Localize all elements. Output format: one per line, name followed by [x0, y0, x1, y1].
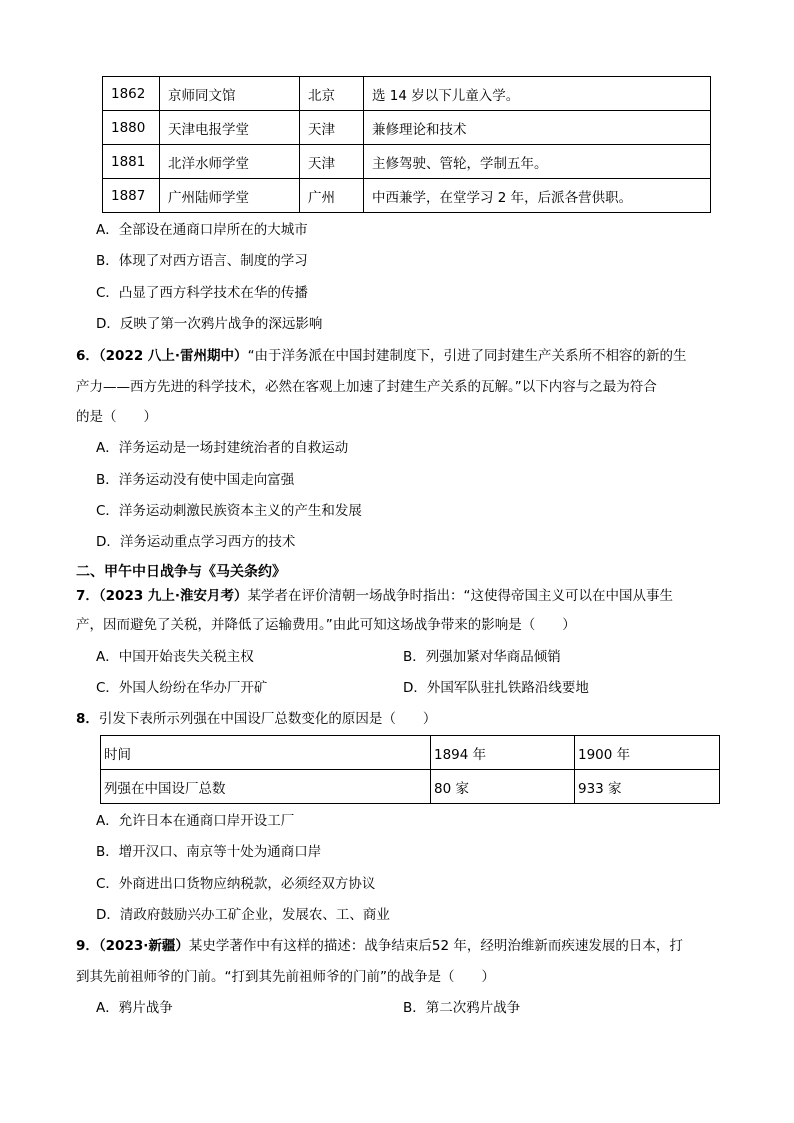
- q9-stem-line-1: [76, 936, 683, 956]
- q7-text: 某学者在评价清朝一场战争时指出：“这使得帝国主义可以在中国从事生: [247, 588, 674, 604]
- q6-stem-line-2: 产力——西方先进的科学技术，必然在客观上加速了封建生产关系的瓦解。”以下内容与之最为符合: [76, 379, 657, 395]
- q6-stem-line-3: 的是（ ）: [76, 409, 157, 425]
- table-cell: 广州: [300, 179, 364, 213]
- table-cell: 1887: [103, 179, 160, 213]
- table-cell: 1894 年: [431, 736, 575, 770]
- table-cell: 北京: [300, 77, 364, 111]
- q5-option-a[interactable]: A．全部设在通商口岸所在的大城市: [96, 222, 308, 238]
- table-cell: 京师同文馆: [160, 77, 300, 111]
- factory-table: [100, 735, 720, 804]
- table-cell: 天津: [300, 111, 364, 145]
- q9-number: 9．: [76, 938, 99, 954]
- q7-option-b[interactable]: B．列强加紧对华商品倾销: [403, 649, 561, 665]
- q6-text: “由于洋务派在中国封建制度下，引进了同封建生产关系所不相容的新的生: [247, 348, 687, 364]
- q7-number: 7．: [76, 588, 99, 604]
- q7-option-c[interactable]: C．外国人纷纷在华办厂开矿: [96, 680, 268, 696]
- table-row: [103, 77, 711, 111]
- table-cell: 主修驾驶、管轮，学制五年。: [364, 145, 711, 179]
- q7-stem-line-2: 产，因而避免了关税，并降低了运输费用。”由此可知这场战争带来的影响是（ ）: [76, 617, 576, 633]
- q6-option-b[interactable]: B．洋务运动没有使中国走向富强: [96, 472, 295, 488]
- table-cell: 1862: [103, 77, 160, 111]
- table-cell: 列强在中国设厂总数: [101, 770, 431, 804]
- table-cell: 80 家: [431, 770, 575, 804]
- q8-option-b[interactable]: B．增开汉口、南京等十处为通商口岸: [96, 844, 322, 860]
- table-row: [101, 736, 720, 770]
- q7-option-d[interactable]: D．外国军队驻扎铁路沿线要地: [403, 680, 589, 696]
- table-row: [101, 770, 720, 804]
- q9-option-a[interactable]: A．鸦片战争: [96, 1000, 173, 1016]
- q6-option-d[interactable]: D．洋务运动重点学习西方的技术: [96, 534, 296, 550]
- q7-option-a[interactable]: A．中国开始丧失关税主权: [96, 649, 254, 665]
- table-cell: 时间: [101, 736, 431, 770]
- table-cell: 广州陆师学堂: [160, 179, 300, 213]
- table-cell: 中西兼学，在堂学习 2 年，后派各营供职。: [364, 179, 711, 213]
- q6-option-c[interactable]: C．洋务运动刺激民族资本主义的产生和发展: [96, 503, 362, 519]
- q8-option-d[interactable]: D．清政府鼓励兴办工矿企业，发展农、工、商业: [96, 907, 390, 923]
- table-cell: 天津: [300, 145, 364, 179]
- table-cell: 1900 年: [575, 736, 720, 770]
- table-cell: 北洋水师学堂: [160, 145, 300, 179]
- q6-stem-line-1: [76, 346, 687, 366]
- section-title: 二、甲午中日战争与《马关条约》: [76, 564, 286, 580]
- table-row: [103, 179, 711, 213]
- school-table: [102, 76, 711, 213]
- q7-source: （2023 九上·淮安月考）: [98, 588, 248, 604]
- table-cell: 933 家: [575, 770, 720, 804]
- q5-option-b[interactable]: B．体现了对西方语言、制度的学习: [96, 253, 308, 269]
- q6-option-a[interactable]: A．洋务运动是一场封建统治者的自救运动: [96, 440, 349, 456]
- q8-number: 8．: [76, 711, 99, 727]
- q8-stem: [76, 709, 436, 729]
- q6-source: （2022 八上·雷州期中）: [98, 348, 248, 364]
- q8-text: 引发下表所示列强在中国设厂总数变化的原因是（ ）: [98, 711, 437, 727]
- table-cell: 1881: [103, 145, 160, 179]
- q9-source: （2023·新疆）: [98, 938, 189, 954]
- table-cell: 1880: [103, 111, 160, 145]
- q9-stem-line-2: 到其先前祖师爷的门前。“打到其先前祖师爷的门前”的战争是（ ）: [76, 969, 495, 985]
- table-cell: 选 14 岁以下儿童入学。: [364, 77, 711, 111]
- q6-number: 6．: [76, 348, 99, 364]
- q9-text: 某史学著作中有这样的描述：战争结束后52 年，经明治维新而疾速发展的日本，打: [188, 938, 683, 954]
- q8-option-c[interactable]: C．外商进出口货物应纳税款，必须经双方协议: [96, 876, 376, 892]
- table-row: [103, 111, 711, 145]
- q5-option-c[interactable]: C．凸显了西方科学技术在华的传播: [96, 285, 308, 301]
- q5-option-d[interactable]: D．反映了第一次鸦片战争的深远影响: [96, 316, 323, 332]
- q8-option-a[interactable]: A．允许日本在通商口岸开设工厂: [96, 813, 295, 829]
- q9-option-b[interactable]: B．第二次鸦片战争: [403, 1000, 521, 1016]
- q7-stem-line-1: [76, 586, 673, 606]
- table-row: [103, 145, 711, 179]
- table-cell: 天津电报学堂: [160, 111, 300, 145]
- table-cell: 兼修理论和技术: [364, 111, 711, 145]
